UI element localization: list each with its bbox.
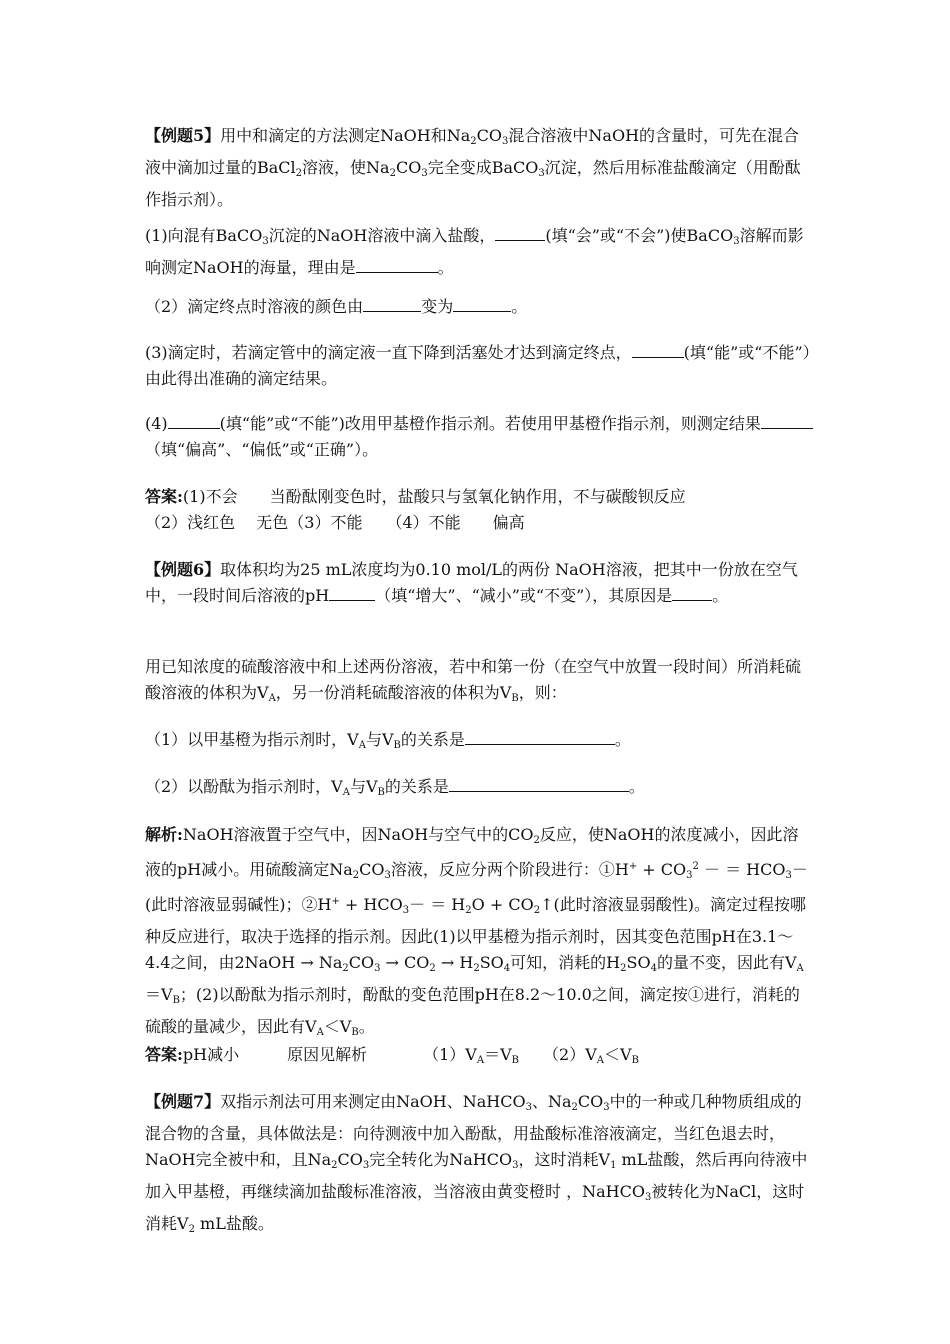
text: SO (626, 953, 651, 972)
text: 的关系是 (400, 730, 465, 749)
subscript: B (511, 1055, 520, 1066)
subscript: B (377, 787, 385, 798)
subscript: 3 (262, 236, 269, 247)
example6-paragraph2 (145, 654, 813, 712)
text: (1)不会 当酚酞刚变色时，盐酸只与氢氧化钠作用，不与碳酸钡反应 (182, 487, 686, 506)
text: （2）滴定终点时溶液的颜色由 (145, 297, 364, 316)
text: （2）以酚酞为指示剂时，V (145, 777, 343, 796)
subscript: 3 (785, 870, 792, 881)
subscript: 2 (533, 835, 540, 846)
answer-blank (329, 583, 375, 601)
text: ，另一份消耗硫酸溶液的体积为V (275, 683, 512, 702)
text: (填“能”或“不能”)改用甲基橙作指示剂。若使用甲基橙作指示剂，则测定结果 (219, 414, 761, 433)
text: 被转化为NaCl，这时消耗V (145, 1182, 805, 1233)
text: mL盐酸，然后再向待液中加入甲基橙，再继续滴加盐酸标准溶液，当溶液由黄变橙时 ，NaHCO (145, 1150, 808, 1201)
subscript: B (393, 740, 401, 751)
text: 双指示剂法可用来测定由NaOH、NaHCO (220, 1092, 526, 1111)
subscript: 2 (188, 1224, 195, 1235)
subscript: A (316, 1027, 324, 1038)
text: ↑(此时溶液显弱酸性)。滴定过程按哪种反应进行，取决于选择的指示剂。因此(1)以甲基橙为指示剂时，因其变色范围pH在3.1～4.4之间，由2NaOH → Na (145, 895, 806, 972)
subscript: 3 (362, 1160, 370, 1171)
example5-answer (145, 484, 813, 536)
text: （2）V (519, 1045, 597, 1064)
example5-heading: 【例题5】 (145, 126, 221, 145)
text: (填“能”或“不能”）由此得出准确的滴定结果。 (145, 343, 811, 388)
subscript: A (268, 693, 276, 704)
text: (填“会”或“不会”)使BaCO (545, 226, 734, 245)
text: 中的一种或几种物质组成的混合物的含量，具体做法是：向待测液中加入酚酞，用盐酸标准溶液滴定，当红色退去时，NaOH完全被中和，且Na (145, 1092, 802, 1169)
text: 反应，使NaOH的浓度减小，因此溶液的pH减小。用硫酸滴定Na (145, 825, 799, 879)
text: NaOH溶液置于空气中，因NaOH与空气中的CO (182, 825, 534, 844)
text: CO (359, 860, 385, 879)
text: (4) (145, 414, 168, 433)
text: pH减小 原因见解析 （1）V (182, 1045, 477, 1064)
subscript: 2 (389, 168, 396, 179)
example7-intro (145, 1089, 813, 1243)
text: ＝V (145, 985, 173, 1004)
subscript: A (476, 1055, 485, 1066)
example5-question2 (145, 294, 813, 320)
subscript: 2 (295, 168, 303, 179)
example5-intro (145, 123, 813, 213)
subscript: A (342, 787, 350, 798)
answer-label: 答案: (145, 1045, 183, 1064)
text: ，则： (518, 683, 567, 702)
subscript: A (596, 1055, 604, 1066)
subscript: 3 (421, 168, 428, 179)
text: + CO (637, 860, 687, 879)
subscript: 2 (571, 1102, 578, 1113)
text: (1)向混有BaCO (145, 226, 263, 245)
text: 变为 (421, 297, 454, 316)
subscript: B (351, 1027, 359, 1038)
text: 可知，消耗的H (510, 953, 621, 972)
text: 取体积均为25 mL浓度均为0.10 mol/L的两份 NaOH溶液，把其中一份放在空气中，一段时间后溶液的pH (145, 560, 798, 605)
subscript: 2 (533, 905, 541, 916)
text: 完全转化为NaHCO (369, 1150, 513, 1169)
text: 、Na (531, 1092, 572, 1111)
text: O + CO (471, 895, 534, 914)
answer-blank (356, 255, 438, 273)
text: ＝V (484, 1045, 512, 1064)
subscript: 3 (402, 905, 410, 916)
example6-question2 (145, 774, 813, 806)
text: CO (577, 1092, 604, 1111)
answer-blank (453, 294, 511, 312)
text: － ＝ HCO (698, 860, 786, 879)
text: 。 (712, 586, 729, 605)
answer-blank (761, 411, 813, 429)
example5-question4 (145, 411, 813, 463)
analysis-label: 解析: (145, 825, 183, 844)
subscript: 3 (733, 236, 740, 247)
text: CO (395, 158, 422, 177)
text: －(此时溶液显弱碱性)；②H (145, 860, 808, 914)
subscript: 3 (374, 963, 381, 974)
text: 用已知浓度的硫酸溶液中和上述两份溶液，若中和第一份（在空气中放置一段时间）所消耗硫酸溶液的体积为V (145, 657, 802, 702)
text: CO (337, 1150, 363, 1169)
example6-answer (145, 1042, 813, 1074)
text: （填“偏高”、“偏低”或“正确”）。 (145, 440, 379, 459)
subscript: A (796, 963, 804, 974)
text: ；(2)以酚酞为指示剂时，酚酞的变色范围pH在8.2～10.0之间，滴定按①进行，消耗的硫酸的量减少，因此有V (145, 985, 800, 1036)
text: 溶液，使Na (302, 158, 390, 177)
example5-question3 (145, 340, 813, 392)
example6-question1 (145, 727, 813, 759)
subscript: 3 (525, 1102, 532, 1113)
answer-blank (672, 583, 712, 601)
text: mL盐酸。 (194, 1214, 274, 1233)
text: 的关系是 (384, 777, 449, 796)
text: 与V (349, 777, 378, 796)
subscript: 3 (512, 1160, 519, 1171)
text: (3)滴定时，若滴定管中的滴定液一直下降到活塞处才达到滴定终点， (145, 343, 632, 362)
subscript: 3 (538, 168, 545, 179)
example5-question1 (145, 223, 813, 281)
superscript: + (331, 896, 340, 907)
text: 。 (437, 258, 454, 277)
text: CO (476, 126, 503, 145)
subscript: 3 (502, 136, 509, 147)
subscript: 3 (603, 1102, 610, 1113)
subscript: 4 (503, 963, 511, 974)
superscript: 2 (692, 861, 699, 872)
answer-blank (449, 774, 629, 792)
subscript: 1 (610, 1160, 617, 1171)
subscript: 2 (331, 1160, 338, 1171)
subscript: B (631, 1055, 639, 1066)
text: 的量不变，因此有V (656, 953, 797, 972)
example7-heading: 【例题7】 (145, 1092, 221, 1111)
subscript: 3 (644, 1192, 652, 1203)
text: → CO (380, 953, 430, 972)
example6-intro (145, 557, 813, 609)
subscript: 3 (384, 870, 391, 881)
text: （1）以甲基橙为指示剂时，V (145, 730, 359, 749)
text: SO (479, 953, 504, 972)
subscript: A (358, 740, 366, 751)
text: 溶解而影响测定NaOH的海量，理由是 (145, 226, 804, 277)
text: 。 (628, 777, 645, 796)
text: CO (348, 953, 375, 972)
subscript: 2 (342, 963, 349, 974)
subscript: B (511, 693, 519, 704)
example6-analysis (145, 822, 813, 1046)
text: → H (435, 953, 474, 972)
subscript: B (172, 995, 180, 1006)
text: （填“增大”、“减小”或“不变”），其原因是 (375, 586, 673, 605)
text: 沉淀，然后用标准盐酸滴定（用酚酞作指示剂）。 (145, 158, 801, 209)
text: 沉淀的NaOH溶液中滴入盐酸， (268, 226, 496, 245)
answer-blank (168, 411, 220, 429)
text: ＜V (323, 1017, 352, 1036)
subscript: 2 (429, 963, 436, 974)
subscript: 2 (352, 870, 360, 881)
text: （2）浅红色 无色（3）不能 （4）不能 偏高 (145, 513, 525, 532)
text: 混合溶液中NaOH的含量时，可先在混合液中滴加过量的BaCl (145, 126, 800, 177)
answer-blank (363, 294, 421, 312)
subscript: 2 (620, 963, 627, 974)
text: 用中和滴定的方法测定NaOH和Na (220, 126, 471, 145)
subscript: 2 (470, 136, 477, 147)
answer-blank (632, 340, 684, 358)
subscript: 4 (650, 963, 657, 974)
text: 。 (511, 297, 528, 316)
text: ＜V (604, 1045, 632, 1064)
text: 与V (365, 730, 394, 749)
text: 完全变成BaCO (427, 158, 539, 177)
text: 。 (614, 730, 631, 749)
text: 。 (358, 1017, 375, 1036)
text: － ＝ H (409, 895, 466, 914)
text: + HCO (339, 895, 403, 914)
example6-heading: 【例题6】 (145, 560, 221, 579)
text: 溶液，反应分两个阶段进行：①H (390, 860, 629, 879)
answer-blank (495, 223, 545, 241)
answer-label: 答案: (145, 487, 183, 506)
subscript: 3 (686, 870, 693, 881)
answer-blank (465, 727, 615, 745)
text: ，这时消耗V (518, 1150, 611, 1169)
subscript: 2 (465, 905, 472, 916)
superscript: + (628, 861, 638, 872)
subscript: 2 (473, 963, 480, 974)
